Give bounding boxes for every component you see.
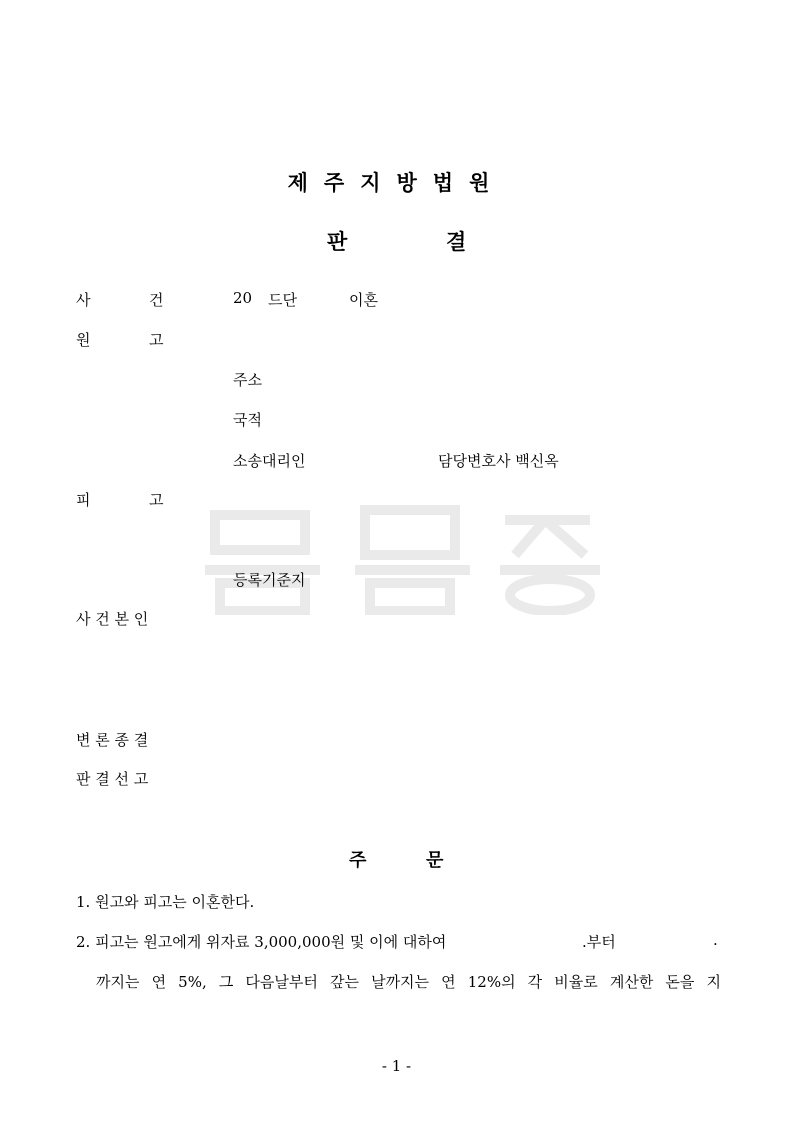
plaintiff-counsel-label: 소송대리인 — [233, 452, 306, 470]
case-label — [76, 289, 164, 310]
sentencing-label: 판 결 선 고 — [76, 770, 149, 788]
case-type: 드단 — [268, 291, 297, 309]
order-item-2-line1: 2. 피고는 원고에게 위자료 3,000,000원 및 이에 대하여 — [76, 933, 447, 951]
plaintiff-address-label: 주소 — [233, 371, 262, 389]
court-name: 제주지방법원 — [287, 171, 506, 195]
plaintiff-counsel-name: 담당변호사 백신옥 — [438, 452, 559, 470]
case-number: 20 — [233, 289, 253, 307]
closing-label: 변 론 종 결 — [76, 731, 149, 749]
plaintiff-nationality-label: 국적 — [233, 411, 262, 429]
plaintiff-label-a: 원 — [76, 331, 91, 349]
plaintiff-label-b: 고 — [149, 331, 164, 349]
defendant-label-b: 고 — [149, 491, 164, 509]
principal-label: 사 건 본 인 — [76, 610, 149, 628]
order-item-2-date-to: . — [713, 931, 718, 949]
order-item-1: 1. 원고와 피고는 이혼한다. — [76, 893, 255, 911]
document-title-left: 판 — [327, 230, 348, 254]
order-title-right: 문 — [426, 850, 444, 871]
plaintiff-label — [76, 329, 164, 350]
order-title-left: 주 — [349, 850, 367, 871]
court-watermark — [205, 495, 605, 615]
order-item-2-line2: 까지는 연 5%, 그 다음날부터 갚는 날까지는 연 12%의 각 비율로 계산한 돈을 지 — [96, 973, 721, 991]
defendant-registry-label: 등록기준지 — [233, 571, 306, 589]
order-item-2-date-from: .부터 — [582, 933, 616, 951]
case-label-a: 사 — [76, 291, 91, 309]
defendant-label-a: 피 — [76, 491, 91, 509]
defendant-label — [76, 489, 164, 510]
case-name: 이혼 — [349, 291, 378, 309]
document-title-right: 결 — [446, 230, 467, 254]
page-number: - 1 - — [381, 1057, 412, 1075]
case-label-b: 건 — [149, 291, 164, 309]
